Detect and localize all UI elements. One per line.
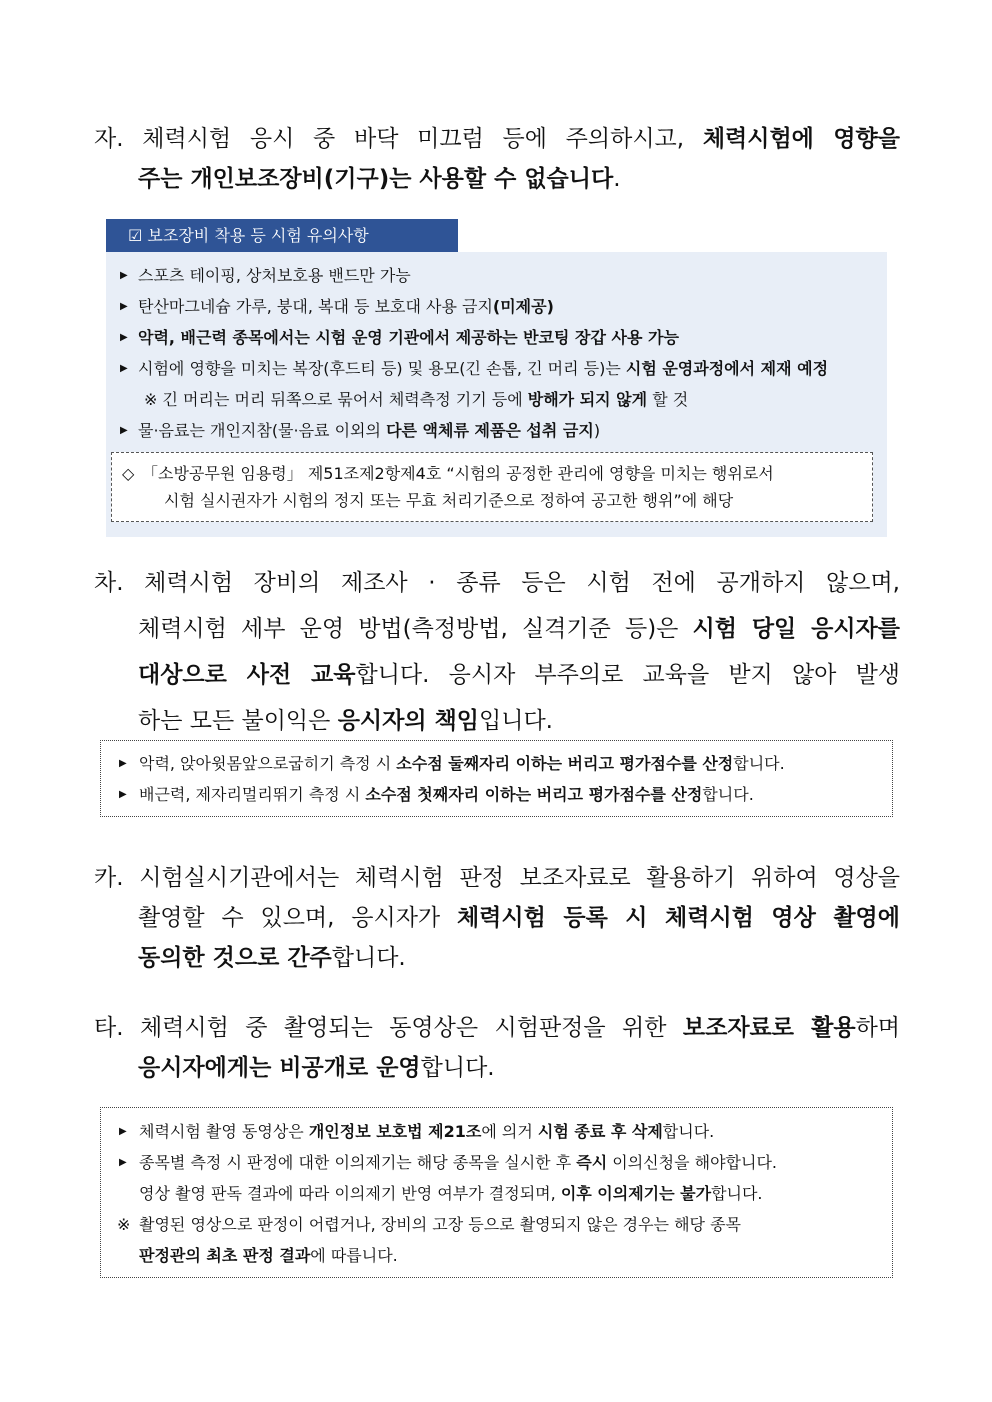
text: 에 의거 <box>481 1122 538 1141</box>
text: ※ 긴 머리는 머리 뒤쪽으로 묶어서 체력측정 기기 등에 <box>144 390 528 409</box>
diamond-icon: ◇ <box>122 464 135 483</box>
text: . <box>613 166 621 192</box>
section-ja <box>94 119 900 199</box>
text: 합니다. <box>702 785 754 804</box>
text: 이의신청을 해야합니다. <box>607 1153 778 1172</box>
text: 합니다. <box>662 1122 715 1141</box>
text: 배근력, 제자리멀리뛰기 측정 시 <box>139 785 366 804</box>
list-item-continued <box>101 1240 892 1271</box>
list-item-continued <box>101 1178 892 1209</box>
emphasis: 시험 운영과정에서 제재 예정 <box>625 359 829 378</box>
emphasis: 시험 당일 응시자를 <box>692 616 900 642</box>
list-item <box>116 415 881 446</box>
text: 하는 모든 불이익은 <box>138 708 338 734</box>
section-marker: 차. <box>94 570 124 596</box>
section-cha-line-1 <box>94 560 900 606</box>
section-marker: 카. <box>94 865 124 891</box>
text: 악력, 앉아윗몸앞으로굽히기 측정 시 <box>139 754 397 773</box>
section-marker: 자. <box>94 126 124 152</box>
section-ka <box>94 858 900 978</box>
emphasis: 동의한 것으로 간주 <box>138 945 332 971</box>
emphasis: 악력, 배근력 종목에서는 시험 운영 기관에서 제공하는 반코팅 장갑 사용 가능 <box>138 328 679 347</box>
text: 체력시험 중 촬영되는 동영상은 시험판정을 위한 <box>139 1015 683 1041</box>
text: 「소방공무원 임용령」 제51조제2항제4호 “시험의 공정한 관리에 영향을 미치는 행위로서 <box>142 464 774 483</box>
text: 합니다. <box>733 754 785 773</box>
emphasis: 소수점 둘째자리 이하는 버리고 평가점수를 산정 <box>396 754 734 773</box>
emphasis: 응시자의 책임 <box>337 708 480 734</box>
text: 시험 실시권자가 시험의 정지 또는 무효 처리기준으로 정하여 공고한 행위”에 해당 <box>164 491 734 510</box>
emphasis: 소수점 첫째자리 이하는 버리고 평가점수를 산정 <box>365 785 703 804</box>
notice-panel <box>106 219 887 537</box>
section-marker: 타. <box>94 1015 124 1041</box>
text: 할 것 <box>647 390 689 409</box>
list-item <box>101 1147 892 1178</box>
emphasis: 체력시험 등록 시 체력시험 영상 촬영에 <box>456 905 900 931</box>
list-item-note <box>101 1209 892 1240</box>
list-item <box>101 748 892 779</box>
section-ja-line-2 <box>94 159 900 199</box>
text: 체력시험 응시 중 바닥 미끄럼 등에 주의하시고, <box>142 126 703 152</box>
text: 촬영할 수 있으며, 응시자가 <box>138 905 457 931</box>
notice-list <box>116 260 881 446</box>
text: 시험실시기관에서는 체력시험 판정 보조자료로 활용하기 위하여 영상을 <box>139 865 901 891</box>
text: 물·음료는 개인지참(물·음료 이외의 <box>138 421 387 440</box>
text: 에 따릅니다. <box>310 1246 398 1265</box>
text: 종목별 측정 시 판정에 대한 이의제기는 해당 종목을 실시한 후 <box>139 1153 577 1172</box>
section-ta-line-2 <box>94 1048 900 1088</box>
law-line-1 <box>112 460 872 487</box>
text: 합니다. <box>331 945 406 971</box>
scoring-note-box <box>100 740 893 817</box>
emphasis: 다른 액체류 제품은 섭취 금지 <box>386 421 594 440</box>
section-cha-line-4 <box>94 698 900 744</box>
list-item <box>101 1116 892 1147</box>
section-cha-line-2 <box>94 606 900 652</box>
emphasis: 방해가 되지 않게 <box>527 390 648 409</box>
list-item <box>116 260 881 291</box>
video-note-box <box>100 1107 893 1278</box>
reference-mark-icon: ※ <box>117 1215 131 1234</box>
emphasis: 체력시험에 영향을 <box>702 126 900 152</box>
triangle-bullet-icon: ▶ <box>119 1157 127 1168</box>
text: 촬영된 영상으로 판정이 어렵거나, 장비의 고장 등으로 촬영되지 않은 경우는 해당 종목 <box>139 1215 741 1234</box>
section-ta <box>94 1008 900 1088</box>
list-item <box>116 353 881 384</box>
section-ka-line-1 <box>94 858 900 898</box>
triangle-bullet-icon: ▶ <box>120 301 128 312</box>
notice-body <box>106 252 887 537</box>
emphasis: 주는 개인보조장비(기구)는 사용할 수 없습니다 <box>138 166 614 192</box>
triangle-bullet-icon: ▶ <box>120 363 128 374</box>
text: 입니다. <box>479 708 553 734</box>
text: 합니다. <box>711 1184 763 1203</box>
list-item <box>116 291 881 322</box>
triangle-bullet-icon: ▶ <box>120 425 128 436</box>
text: 체력시험 세부 운영 방법(측정방법, 실격기준 등)은 <box>138 616 693 642</box>
text: 스포츠 테이핑, 상처보호용 밴드만 가능 <box>138 266 411 285</box>
emphasis: 즉시 <box>576 1153 608 1172</box>
section-ka-line-2 <box>94 898 900 938</box>
law-line-2 <box>112 487 872 514</box>
triangle-bullet-icon: ▶ <box>120 332 128 343</box>
text: 탄산마그네슘 가루, 붕대, 복대 등 보호대 사용 금지 <box>138 297 493 316</box>
law-reference-box <box>111 452 873 522</box>
text: 하며 <box>855 1015 900 1041</box>
emphasis: 시험 종료 후 삭제 <box>537 1122 663 1141</box>
text: ) <box>593 421 601 440</box>
triangle-bullet-icon: ▶ <box>119 789 127 800</box>
emphasis: 이후 이의제기는 불가 <box>560 1184 712 1203</box>
text: 합니다. 응시자 부주의로 교육을 받지 않아 발생 <box>355 662 900 688</box>
emphasis: 개인정보 보호법 제21조 <box>308 1122 482 1141</box>
triangle-bullet-icon: ▶ <box>120 270 128 281</box>
section-cha-line-3 <box>94 652 900 698</box>
text: 영상 촬영 판독 결과에 따라 이의제기 반영 여부가 결정되며, <box>139 1184 561 1203</box>
section-ta-line-1 <box>94 1008 900 1048</box>
notice-title: ☑ 보조장비 착용 등 시험 유의사항 <box>106 219 458 252</box>
section-cha <box>94 560 900 744</box>
triangle-bullet-icon: ▶ <box>119 758 127 769</box>
text: 체력시험 장비의 제조사 · 종류 등은 시험 전에 공개하지 않으며, <box>144 570 900 596</box>
text: 합니다. <box>420 1055 495 1081</box>
emphasis: 응시자에게는 비공개로 운영 <box>138 1055 421 1081</box>
emphasis: 대상으로 사전 교육 <box>138 662 356 688</box>
text: 체력시험 촬영 동영상은 <box>139 1122 309 1141</box>
list-item <box>101 779 892 810</box>
text: 시험에 영향을 미치는 복장(후드티 등) 및 용모(긴 손톱, 긴 머리 등)는 <box>138 359 626 378</box>
triangle-bullet-icon: ▶ <box>119 1126 127 1137</box>
section-ka-line-3 <box>94 938 900 978</box>
emphasis: 판정관의 최초 판정 결과 <box>139 1246 311 1265</box>
list-item <box>116 322 881 353</box>
list-item-note <box>116 384 881 415</box>
emphasis: (미제공) <box>492 297 554 316</box>
section-ja-line-1 <box>94 119 900 159</box>
emphasis: 보조자료로 활용 <box>682 1015 856 1041</box>
